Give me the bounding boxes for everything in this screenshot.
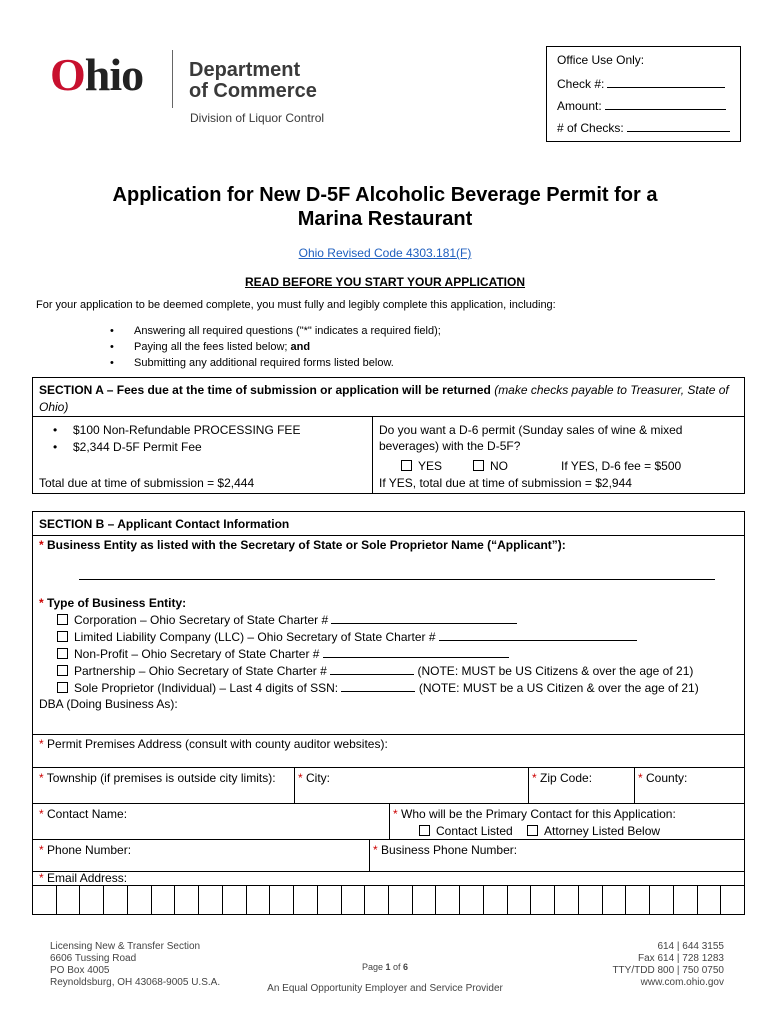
business-entity-input[interactable] [79,579,715,580]
sole-proprietor-option[interactable]: Sole Proprietor (Individual) – Last 4 digits of SSN: (NOTE: MUST be a US Citizen & over the age of 21) [57,680,699,695]
divider [372,416,373,493]
fee-item: • $100 Non-Refundable PROCESSING FEE [53,422,300,439]
nonprofit-option[interactable]: Non-Profit – Ohio Secretary of State Charter # [57,646,509,661]
office-use-box [546,46,741,142]
section-b [32,511,745,915]
list-item: • Submitting any additional required forms listed below. [110,355,441,371]
total-due: Total due at time of submission = $2,444 [39,476,255,490]
divider [369,839,370,871]
divider [528,767,529,803]
partnership-option[interactable]: Partnership – Ohio Secretary of State Charter # (NOTE: MUST be US Citizens & over the age of 21) [57,663,693,678]
dba-label: DBA (Doing Business As): [39,697,178,711]
primary-contact-label: * Who will be the Primary Contact for this Application: [393,807,676,821]
d6-fee-text: If YES, D-6 fee = $500 [561,459,682,473]
dept-line-2: of Commerce [189,80,317,102]
logo-divider [172,50,173,108]
checkbox-icon[interactable] [401,460,412,471]
read-before-heading: READ BEFORE YOU START YOUR APPLICATION [244,275,526,289]
divider [33,767,744,768]
section-a [32,377,745,494]
township-label: * Township (if premises is outside city limits): [39,771,276,785]
city-label: * City: [298,771,331,785]
phone-label: * Phone Number: [39,843,132,857]
amount-field[interactable]: Amount: [557,98,726,113]
revised-code-link[interactable]: Ohio Revised Code 4303.181(F) [298,246,472,260]
divider [33,416,744,417]
footer-contact: 614 | 644 3155 Fax 614 | 728 1283 TTY/TDD 800 | 750 0750 www.com.ohio.gov [612,941,724,988]
intro-text: For your application to be deemed complete, you must fully and legibly complete this application, including: [36,299,556,311]
fee-list [53,422,300,456]
fee-item: • $2,344 D-5F Permit Fee [53,439,300,456]
check-number-field[interactable]: Check #: [557,76,725,91]
dept-line-1: Department [189,59,301,81]
divider [634,767,635,803]
logo-text: Ohio [50,49,144,100]
d6-yes-checkbox[interactable]: YES [401,459,442,473]
divider [33,535,744,536]
business-entity-label: * Business Entity as listed with the Secretary of State or Sole Proprietor Name (“Applicant”): [39,538,566,552]
entity-type-label: * Type of Business Entity: [39,596,187,610]
footer-address: Licensing New & Transfer Section 6606 Tussing Road PO Box 4005 Reynoldsburg, OH 43068-9005 U.S.A. [50,941,221,988]
county-label: * County: [638,771,688,785]
divider [33,839,744,840]
page-title-line-2: Marina Restaurant [297,208,473,230]
divider [33,871,744,872]
eoe-statement: An Equal Opportunity Employer and Service Provider [267,983,503,994]
section-a-heading: SECTION A – Fees due at the time of submission or application will be returned (make checks payable to Treasurer, State of Ohio) [39,383,729,414]
total-due-with-d6: If YES, total due at time of submission = $2,944 [379,476,632,490]
ohio-logo [50,49,144,100]
divider [294,767,295,803]
corporation-option[interactable]: Corporation – Ohio Secretary of State Charter # [57,612,517,627]
zip-code-label: * Zip Code: [532,771,593,785]
division-name: Division of Liquor Control [190,111,325,125]
divider [33,734,744,735]
section-b-heading: SECTION B – Applicant Contact Information [39,517,290,531]
attorney-listed-checkbox[interactable]: Attorney Listed Below [527,824,660,838]
d6-no-checkbox[interactable]: NO [473,459,508,473]
page-number: Page 1 of 6 [361,962,409,972]
list-item: • Paying all the fees listed below; and [110,339,441,355]
contact-name-label: * Contact Name: [39,807,128,821]
website-link[interactable]: www.com.ohio.gov [640,977,724,988]
office-use-title: Office Use Only: [557,53,645,67]
page-title-line-1: Application for New D-5F Alcoholic Beverage Permit for a [112,184,658,206]
premises-address-label: * Permit Premises Address (consult with county auditor websites): [39,737,388,751]
list-item: • Answering all required questions ("*" indicates a required field); [110,323,441,339]
checkbox-icon[interactable] [473,460,484,471]
email-label: * Email Address: [39,871,128,885]
llc-option[interactable]: Limited Liability Company (LLC) – Ohio Secretary of State Charter # [57,629,637,644]
divider [389,803,390,839]
d6-permit-question: Do you want a D-6 permit (Sunday sales of wine & mixed beverages) with the D-5F? [379,423,683,453]
contact-listed-checkbox[interactable]: Contact Listed [419,824,513,838]
email-input-grid[interactable] [33,885,744,914]
num-checks-field[interactable]: # of Checks: [557,120,730,135]
business-phone-label: * Business Phone Number: [373,843,518,857]
requirements-list [110,323,441,371]
